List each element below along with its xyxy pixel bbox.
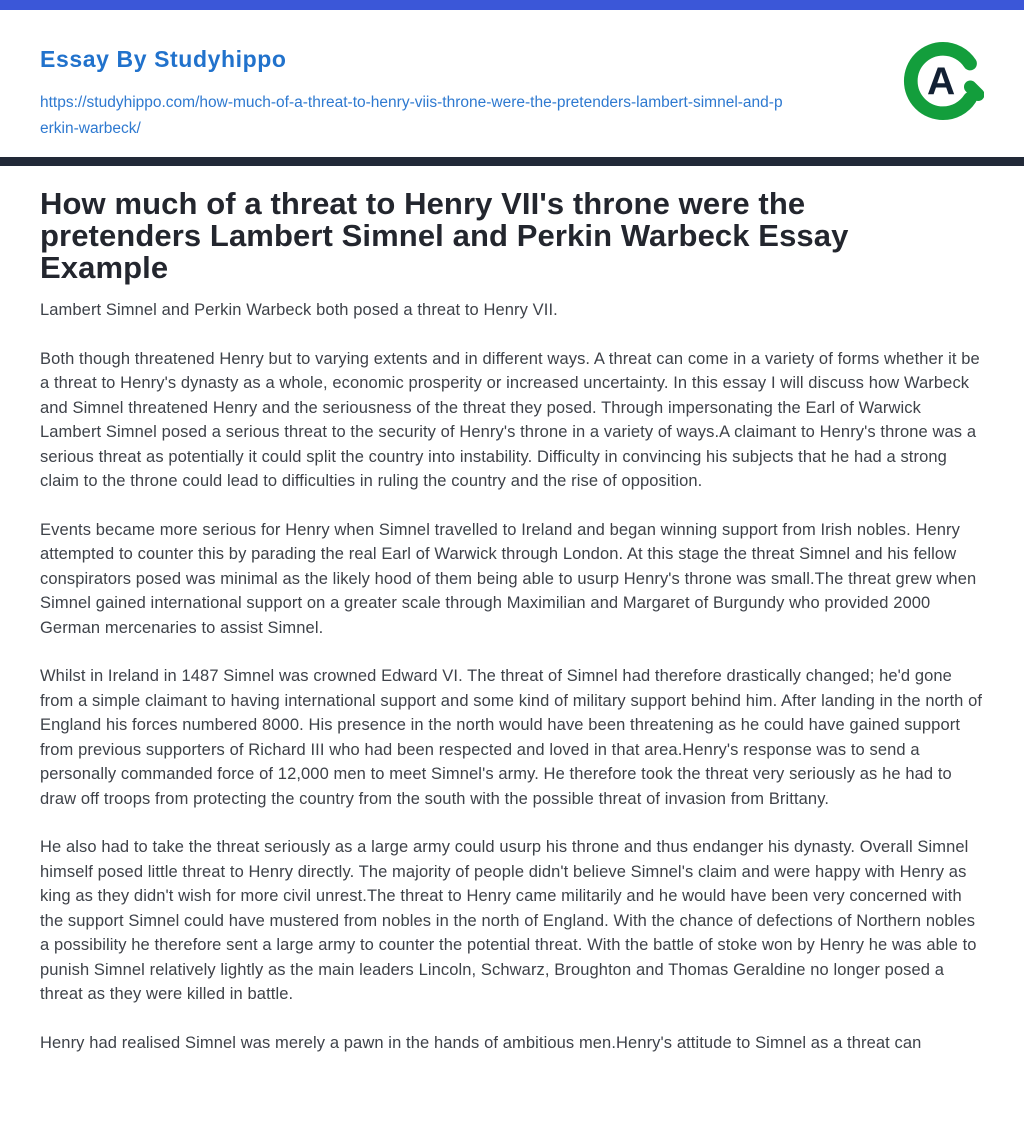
essay-content — [0, 166, 1024, 1055]
top-accent-bar — [0, 0, 1024, 10]
essay-paragraph: Events became more serious for Henry when Simnel travelled to Ireland and began winning support from Irish nobles. Henry attempted to counter this by parading the real Earl of Warwick through London. At this stage the threat Simnel and his fellow conspirators posed was minimal as the likely hood of them being able to usurp Henry's throne was small.The threat grew when Simnel gained international support on a greater scale through Maximilian and Margaret of Burgundy who provided 2000 German mercenaries to assist Simnel. — [40, 520, 977, 637]
logo-letter: A — [926, 60, 956, 104]
essay-paragraph: Henry had realised Simnel was merely a pawn in the hands of ambitious men.Henry's attitude to Simnel as a threat can — [40, 1033, 922, 1052]
essay-paragraph: Both though threatened Henry but to varying extents and in different ways. A threat can come in a variety of forms whether it be a threat to Henry's dynasty as a whole, economic prosperity or increased uncertainty. In this essay I will discuss how Warbeck and Simnel threatened Henry and the seriousness of the threat they posed. Through impersonating the Earl of Warwick Lambert Simnel posed a serious threat to the security of Henry's throne in a variety of ways.A claimant to Henry's throne was a serious threat as potentially it could split the country into instability. Difficulty in convincing his subjects that he had a strong claim to the throne could lead to difficulties in ruling the country and the rise of opposition. — [40, 349, 980, 491]
essay-paragraph: Whilst in Ireland in 1487 Simnel was crowned Edward VI. The threat of Simnel had therefore drastically changed; he'd gone from a simple claimant to having international support and some kind of military support behind him. After landing in the north of England his forces numbered 8000. His presence in the north would have been threatening as he could have gained support from previous supporters of Richard III who had been respected and loved in that area.Henry's response was to send a personally commanded force of 12,000 men to meet Simnel's army. He therefore took the threat very seriously as he had to draw off troops from protecting the country from the south with the possible threat of invasion from Brittany. — [40, 667, 983, 808]
essay-title: How much of a threat to Henry VII's throne were the pretenders Lambert Simnel and Perkin Warbeck Essay Example — [40, 186, 849, 286]
essay-paragraph: He also had to take the threat seriously as a large army could usurp his throne and thus endanger his dynasty. Overall Simnel himself posed little threat to Henry directly. The majority of people didn't believe Simnel's claim and were happy with Henry as king as they didn't wish for more civil unrest.The threat to Henry came militarily and he would have been very concerned with the support Simnel could have mustered from nobles in the north of England. With the chance of defections of Northern nobles a possibility he therefore sent a large army to counter the potential threat. With the battle of stoke won by Henry he was able to punish Simnel relatively lightly as the main leaders Lincoln, Schwarz, Broughton and Thomas Geraldine no longer posed a threat as they were killed in battle. — [40, 838, 977, 1004]
page-url-link[interactable]: https://studyhippo.com/how-much-of-a-threat-to-henry-viis-throne-were-the-pretenders-lambert-simnel-and-perkin-warbeck/ — [40, 94, 783, 137]
page-header — [0, 10, 1024, 157]
header-divider — [0, 157, 1024, 166]
studyhippo-logo-icon[interactable] — [902, 40, 984, 122]
brand-title: Essay By Studyhippo — [40, 46, 287, 72]
essay-paragraph: Lambert Simnel and Perkin Warbeck both posed a threat to Henry VII. — [40, 301, 558, 320]
